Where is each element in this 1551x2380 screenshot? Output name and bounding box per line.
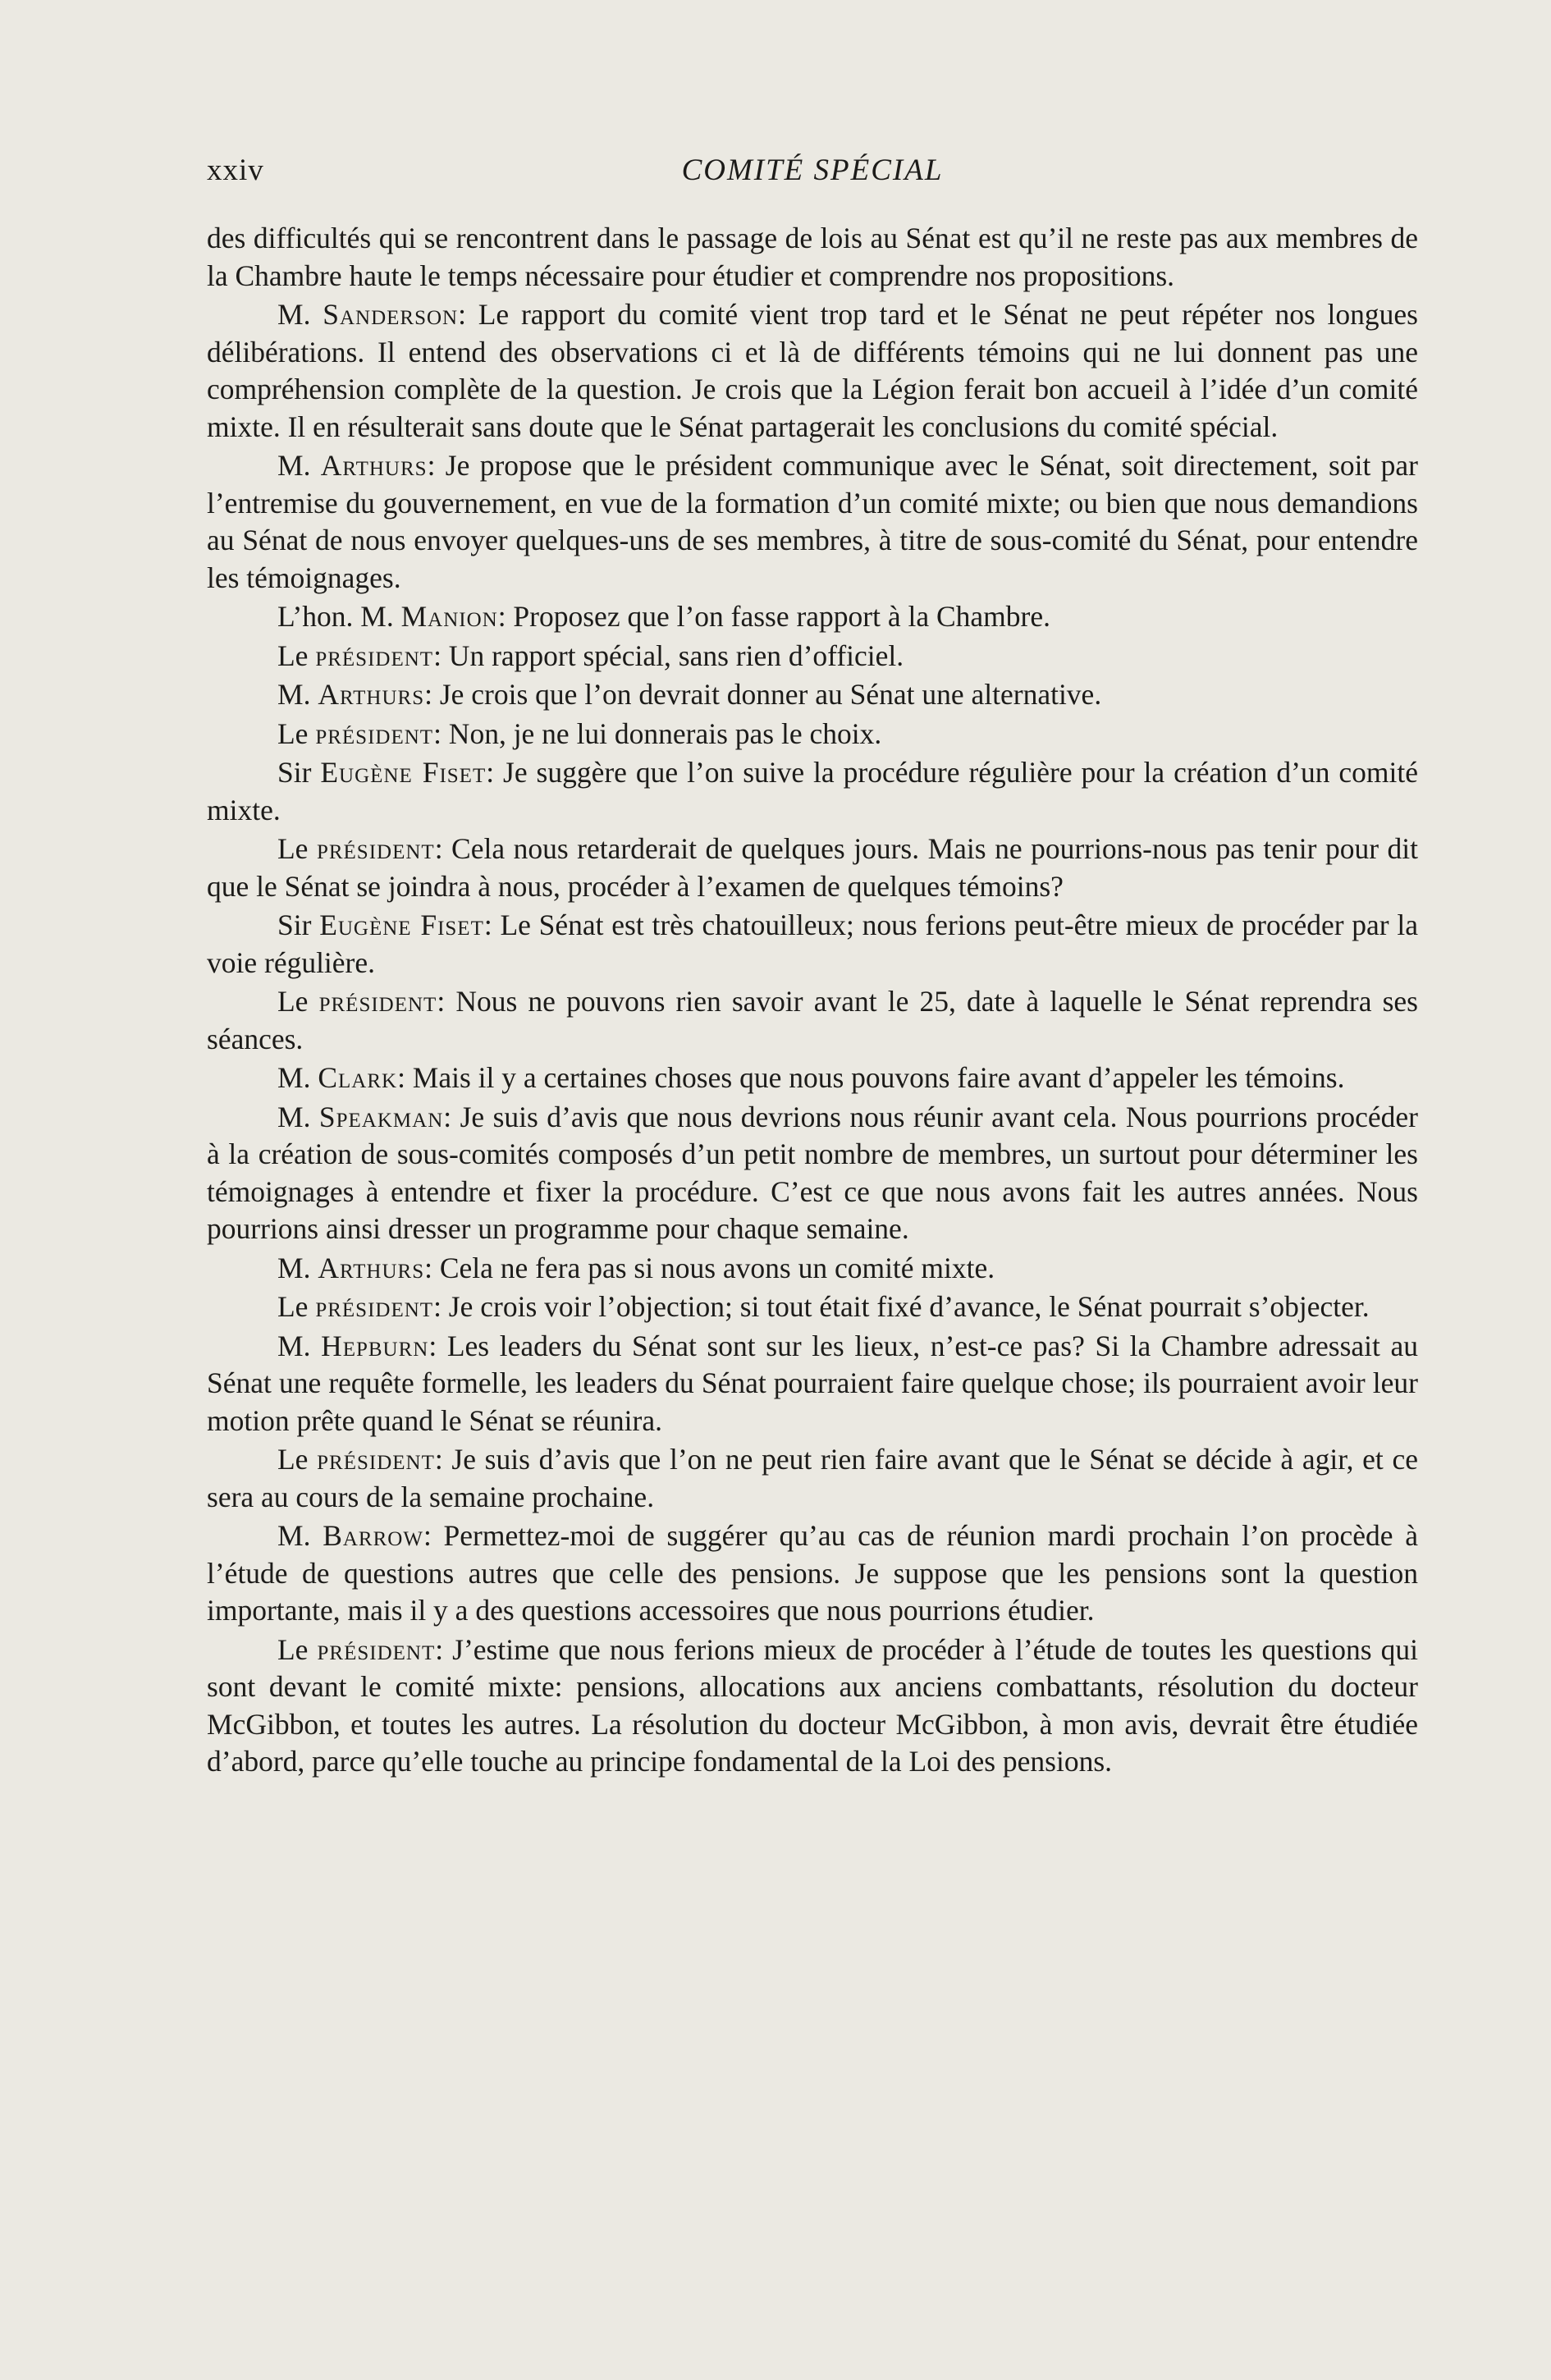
speaker-title: Le — [277, 638, 316, 672]
paragraph-text: : Proposez que l’on fasse rapport à la Chambre. — [497, 600, 1050, 633]
speaker-name: président — [316, 832, 435, 865]
paragraph — [207, 676, 1418, 714]
speaker-title: M. — [277, 298, 323, 331]
paragraph-text: : Mais il y a certaines choses que nous pouvons faire avant d’appeler les témoins. — [397, 1061, 1345, 1094]
speaker-name: président — [318, 985, 437, 1018]
paragraph — [207, 1441, 1418, 1516]
running-title: COMITÉ SPÉCIAL — [681, 153, 944, 187]
speaker-title: L’hon. M. — [277, 600, 401, 633]
paragraph — [207, 754, 1418, 829]
paragraph-text: des difficultés qui se rencontrent dans le passage de lois au Sénat est qu’il ne reste pas aux membres de la Chambre haute le temps nécessaire pour étudier et comprendre nos propositions. — [207, 222, 1418, 292]
speaker-title: Sir — [277, 909, 320, 941]
speaker-name: Sanderson — [323, 298, 459, 331]
speaker-name: Arthurs — [318, 678, 425, 711]
paragraph-text: : Nous ne pouvons rien savoir avant le 25, date à laquelle le Sénat reprendra ses séances. — [207, 985, 1418, 1055]
paragraph-text: : Je suis d’avis que l’on ne peut rien faire avant que le Sénat se décide à agir, et ce sera au cours de la semaine prochaine. — [207, 1443, 1418, 1513]
paragraph — [207, 1060, 1418, 1097]
paragraph — [207, 907, 1418, 982]
paragraph-text: : Je propose que le président communique avec le Sénat, soit directement, soit par l’entremise du gouvernement, en vue de la formation d’un comité mixte; ou bien que nous demandions au Sénat de nous envoyer quelques-uns de ses membres, à titre de sous-comité du Sénat, pour entendre les témoignages. — [207, 449, 1418, 594]
paragraph-text: : J’estime que nous ferions mieux de procéder à l’étude de toutes les questions qui sont devant le comité mixte: pensions, allocations aux anciens combattants, résolution du docteur McGibbon, et toutes les autres. La résolution du docteur McGibbon, à mon avis, devrait être étudiée d’abord, parce qu’elle touche au principe fondamental de la Loi des pensions. — [207, 1632, 1418, 1778]
paragraph — [207, 1288, 1418, 1326]
speaker-title: Le — [277, 1632, 318, 1666]
paragraph-text: : Permettez-moi de suggérer qu’au cas de réunion mardi prochain l’on procède à l’étude de questions autres que celle des pensions. Je suppose que les pensions sont la question importante, mais il y a des questions accessoires que nous pourrions étudier. — [207, 1519, 1418, 1627]
speaker-title: Le — [277, 716, 316, 750]
speaker-title: M. — [277, 678, 318, 711]
paragraph-text: : Le rapport du comité vient trop tard et le Sénat ne peut répéter nos longues délibérations. Il entend des observations ci et là de différents témoins qui ne lui donnent pas une compréhension complète de la question. Je crois que la Légion ferait bon accueil à l’idée d’un comité mixte. Il en résulterait sans doute que le Sénat partagerait les conclusions du comité spécial. — [207, 298, 1418, 443]
paragraph-text: : Je crois que l’on devrait donner au Sénat une alternative. — [424, 678, 1102, 711]
speaker-name: président — [317, 1632, 436, 1666]
speaker-title: M. — [277, 1519, 323, 1552]
speaker-name: président — [315, 716, 434, 750]
speaker-name: Manion — [400, 600, 498, 633]
paragraph — [207, 296, 1418, 446]
paragraph — [207, 983, 1418, 1058]
speaker-title: M. — [277, 1329, 322, 1362]
paragraph-text: : Les leaders du Sénat sont sur les lieux, n’est-ce pas? Si la Chambre adressait au Sénat une requête formelle, les leaders du Sénat pourraient faire quelque chose; ils pourraient avoir leur motion prête quand le Sénat se réunira. — [207, 1329, 1418, 1437]
speaker-name: Eugène Fiset — [320, 756, 487, 789]
paragraph — [207, 638, 1418, 675]
paragraph — [207, 598, 1418, 636]
speaker-name: Clark — [318, 1061, 398, 1094]
speaker-name: Hepburn — [321, 1329, 429, 1362]
paragraph-text: : Je suggère que l’on suive la procédure régulière pour la création d’un comité mixte. — [207, 756, 1418, 826]
paragraph — [207, 1099, 1418, 1248]
speaker-name: président — [317, 1443, 435, 1476]
paragraph-text: : Non, je ne lui donnerais pas le choix. — [433, 716, 882, 750]
paragraph — [207, 1632, 1418, 1781]
paragraph — [207, 1517, 1418, 1630]
speaker-name: président — [315, 1290, 434, 1323]
paragraph — [207, 220, 1418, 295]
page-header — [207, 153, 1418, 194]
paragraph — [207, 716, 1418, 753]
speaker-title: Le — [277, 1290, 316, 1323]
paragraph-text: : Cela nous retarderait de quelques jours. Mais ne pourrions-nous pas tenir pour dit que le Sénat se joindra à nous, procéder à l’examen de quelques témoins? — [207, 832, 1418, 903]
speaker-name: Arthurs — [320, 449, 428, 482]
paragraph — [207, 831, 1418, 905]
speaker-title: M. — [277, 449, 321, 482]
paragraph-text: : Le Sénat est très chatouilleux; nous ferions peut-être mieux de procéder par la voie régulière. — [207, 909, 1418, 979]
speaker-name: Eugène Fiset — [319, 909, 484, 941]
speaker-title: Le — [277, 985, 319, 1018]
body-text — [207, 220, 1418, 1783]
speaker-title: Le — [277, 832, 317, 865]
speaker-name: Speakman — [318, 1100, 444, 1133]
paragraph — [207, 1328, 1418, 1440]
paragraph-text: : Un rapport spécial, sans rien d’officiel. — [433, 638, 904, 672]
paragraph-text: : Je suis d’avis que nous devrions nous réunir avant cela. Nous pourrions procéder à la création de sous-comités composés d’un petit nombre de membres, un surtout pour déterminer les témoignages à entendre et fixer la procédure. C’est ce que nous avons fait les autres années. Nous pourrions ainsi dresser un programme pour chaque semaine. — [207, 1100, 1418, 1245]
speaker-name: Arthurs — [318, 1251, 425, 1284]
page-number: xxiv — [207, 153, 264, 187]
speaker-title: Le — [277, 1443, 318, 1476]
speaker-name: président — [315, 638, 434, 672]
paragraph-text: : Je crois voir l’objection; si tout était fixé d’avance, le Sénat pourrait s’objecter. — [433, 1290, 1370, 1323]
speaker-name: Barrow — [323, 1519, 423, 1552]
paragraph-text: : Cela ne fera pas si nous avons un comité mixte. — [424, 1251, 995, 1284]
paragraph — [207, 447, 1418, 597]
speaker-title: M. — [277, 1061, 318, 1094]
paragraph — [207, 1250, 1418, 1288]
speaker-title: M. — [277, 1100, 319, 1133]
speaker-title: Sir — [277, 756, 321, 789]
speaker-title: M. — [277, 1251, 318, 1284]
